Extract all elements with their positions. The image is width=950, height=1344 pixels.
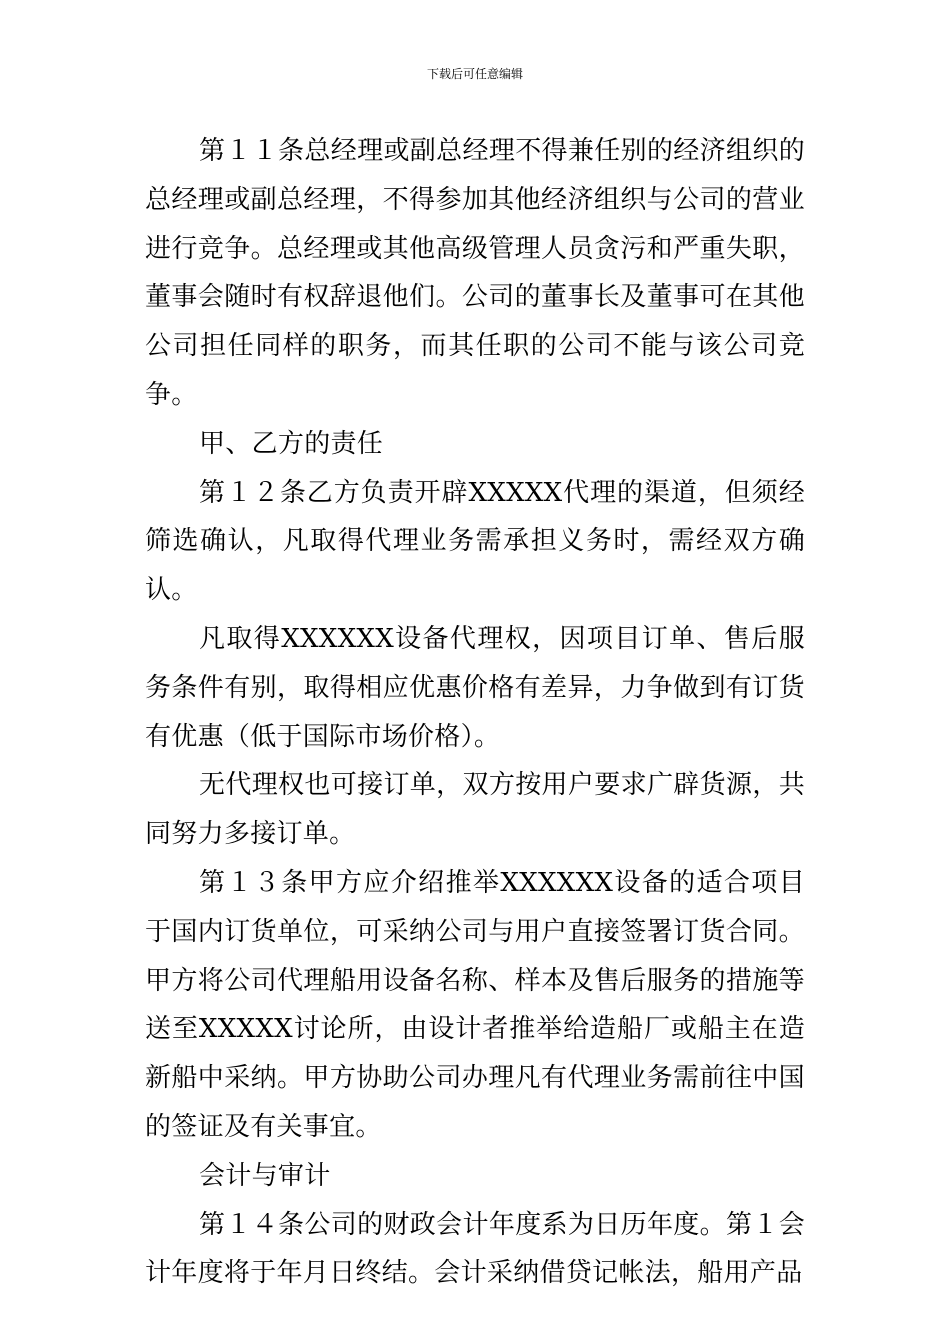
section-heading-responsibilities: 甲、乙方的责任: [199, 428, 384, 459]
section-heading-accounting: 会计与审计: [199, 1160, 331, 1191]
article-12-paragraph: 第１２条乙方负责开辟XXXXX代理的渠道，但须经筛选确认，凡取得代理业务需承担义务时，需经双方确认。: [145, 477, 805, 606]
page-header: 下载后可任意编辑: [426, 67, 523, 81]
orders-paragraph: 无代理权也可接订单，双方按用户要求广辟货源，共同努力多接订单。: [145, 770, 805, 850]
document-body: [145, 127, 805, 1298]
article-11-paragraph: 第１１条总经理或副总经理不得兼任别的经济组织的总经理或副总经理，不得参加其他经济组织与公司的营业进行竞争。总经理或其他高级管理人员贪污和严重失职，董事会随时有权辞退他们。公司的董事长及董事可在其他公司担任同样的职务，而其任职的公司不能与该公司竞争。: [145, 136, 805, 410]
agency-discount-paragraph: 凡取得XXXXXX设备代理权，因项目订单、售后服务条件有别，取得相应优惠价格有差异，力争做到有订货有优惠（低于国际市场价格）。: [145, 623, 805, 752]
article-13-paragraph: 第１３条甲方应介绍推举XXXXXX设备的适合项目于国内订货单位，可采纳公司与用户直接签署订货合同。甲方将公司代理船用设备名称、样本及售后服务的措施等送至XXXXX讨论所，由设计者推举给造船厂或船主在造新船中采纳。甲方协助公司办理凡有代理业务需前往中国的签证及有关事宜。: [145, 867, 805, 1142]
article-14-paragraph: 第１４条公司的财政会计年度系为日历年度。第１会计年度将于年月日终结。会计采纳借贷记帐法，船用产品: [145, 1209, 805, 1289]
